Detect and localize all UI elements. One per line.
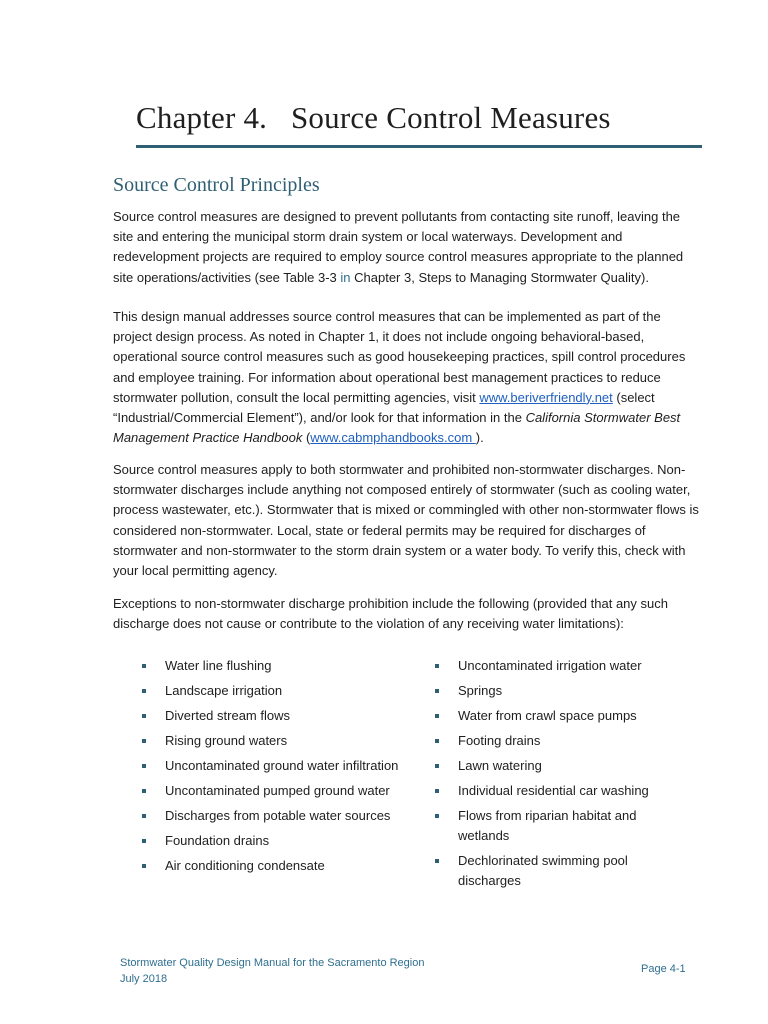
list-item: Water line flushing — [140, 656, 405, 676]
paragraph-intro — [113, 207, 703, 288]
list-item: Flows from riparian habitat and wetlands — [433, 806, 683, 846]
list-item: Rising ground waters — [140, 731, 405, 751]
list-item: Diverted stream flows — [140, 706, 405, 726]
list-item: Uncontaminated irrigation water — [433, 656, 683, 676]
list-item: Footing drains — [433, 731, 683, 751]
footer-page-number: Page 4-1 — [641, 963, 686, 975]
paragraph-design-manual-open-paren: ( — [302, 430, 311, 446]
footer-left — [120, 955, 424, 987]
paragraph-intro-in: in — [340, 269, 351, 285]
paragraph-design-manual — [113, 307, 703, 448]
list-item: Uncontaminated pumped ground water — [140, 781, 405, 801]
list-item: Landscape irrigation — [140, 681, 405, 701]
exceptions-list-left — [140, 656, 405, 881]
exceptions-list-right — [433, 656, 683, 896]
list-item: Springs — [433, 681, 683, 701]
list-item: Water from crawl space pumps — [433, 706, 683, 726]
paragraph-design-manual-end: ). — [475, 430, 484, 446]
footer-manual-title: Stormwater Quality Design Manual for the Sacramento Region — [120, 957, 425, 969]
paragraph-stormwater — [113, 460, 703, 581]
list-item: Discharges from potable water sources — [140, 806, 405, 826]
list-item: Lawn watering — [433, 756, 683, 776]
section-heading: Source Control Principles — [113, 174, 320, 196]
chapter-title: Chapter 4. Source Control Measures — [136, 100, 611, 135]
paragraph-design-manual-mid: (select “Industrial/Commercial Element”), and/or look for that information in the — [113, 389, 655, 426]
paragraph-design-manual-text: This design manual addresses source control measures that can be implemented as part of the project design process. As noted in Chapter 1, it does not include ongoing behavioral-based, operational source control measures such as good housekeeping practices, spill control procedures and employee training. For information about operational best management practices to reduce stormwater pollution, consult the local permitting agencies, visit — [113, 309, 686, 405]
paragraph-intro-end: Chapter 3, Steps to Managing Stormwater Quality). — [350, 269, 649, 285]
list-item: Individual residential car washing — [433, 781, 683, 801]
cabmphandbooks-link[interactable]: www.cabmphandbooks.com — [310, 430, 476, 446]
paragraph-intro-text: Source control measures are designed to prevent pollutants from contacting site runoff, leaving the site and entering the municipal storm drain system or local waterways. Development and redevelopment projects are required to employ source control measures appropriate to the planned site operations/activities (see Table 3-3 — [113, 209, 684, 285]
footer-date: July 2018 — [120, 973, 168, 985]
list-item: Uncontaminated ground water infiltration — [140, 756, 405, 776]
list-item: Foundation drains — [140, 831, 405, 851]
chapter-title-rule — [136, 145, 702, 148]
paragraph-exceptions — [113, 594, 703, 634]
handbook-title: California Stormwater Best Management Practice Handbook — [113, 410, 681, 446]
beriverfriendly-link[interactable]: www.beriverfriendly.net — [479, 389, 613, 405]
paragraph-stormwater-text: Source control measures apply to both stormwater and prohibited non-stormwater discharges. Non-stormwater discharges include anything not composed entirely of stormwater (such as cooling water, process wastewater, etc.). Stormwater that is mixed or commingled with other non-stormwater flows is considered non-stormwater. Local, state or federal permits may be required for discharges of stormwater and non-stormwater to the storm drain system or a water body. To verify this, check with your local permitting agency. — [113, 462, 699, 579]
list-item: Dechlorinated swimming pool discharges — [433, 851, 683, 891]
list-item: Air conditioning condensate — [140, 856, 405, 876]
paragraph-exceptions-text: Exceptions to non-stormwater discharge prohibition include the following (provided that any such discharge does not cause or contribute to the violation of any receiving water limitations): — [113, 596, 668, 632]
